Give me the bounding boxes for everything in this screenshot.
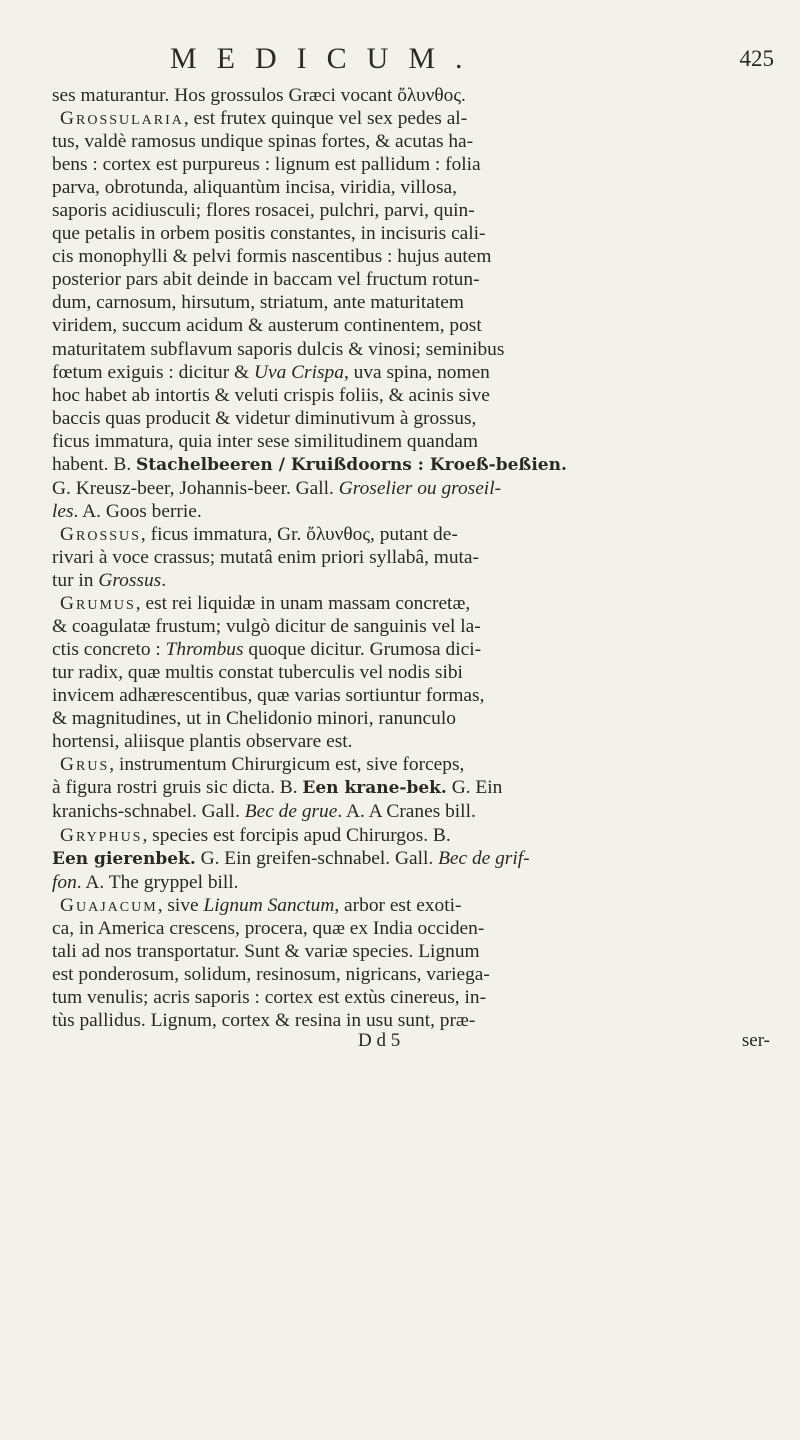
text-line: ficus immatura, quia inter sese similitudinem quandam [52, 430, 478, 452]
blackletter-text: Een gierenbek. [52, 848, 196, 869]
text-line: dum, carnosum, hirsutum, striatum, ante maturitatem [52, 292, 464, 314]
signature-mark: D d 5 [358, 1029, 401, 1051]
text-line: ses maturantur. Hos grossulos Græci vocant ὄλυνθος. [52, 85, 466, 106]
dictionary-text [52, 84, 774, 1032]
text-line: & magnitudines, ut in Chelidonio minori, ranunculo [52, 708, 456, 730]
text-line: bens : cortex est purpureus : lignum est pallidum : folia [52, 154, 481, 176]
text-line: baccis quas producit & videtur diminutivum à grossus, [52, 407, 477, 429]
running-head: MEDICUM. [170, 42, 483, 75]
blackletter-text: Een krane-bek. [302, 778, 447, 799]
text-line: tùs pallidus. Lignum, cortex & resina in usu sunt, præ- [52, 1009, 476, 1031]
headword: Grumus [60, 593, 136, 615]
page-number: 425 [739, 46, 774, 71]
text-line: rivari à voce crassus; mutatâ enim priori syllabâ, muta- [52, 546, 479, 568]
text-line: est ponderosum, solidum, resinosum, nigricans, variega- [52, 963, 490, 985]
headword: Grossularia [60, 108, 184, 130]
text-line: tus, valdè ramosus undique spinas fortes, & acutas ha- [52, 131, 474, 153]
text-line: à figura rostri gruis sic dicta. B. Een krane-bek. G. Ein [52, 777, 503, 799]
text-line: viridem, succum acidum & austerum continentem, post [52, 315, 482, 337]
entry-grumus: Grumus, est rei liquidæ in unam massam concretæ, [60, 593, 471, 615]
text-line: invicem adhærescentibus, quæ varias sortiuntur formas, [52, 685, 485, 707]
headword: Gryphus [60, 824, 143, 846]
blackletter-text: Stachelbeeren / Kruißdoorns : Kroeß-beßien. [136, 454, 567, 475]
text-line: Een gierenbek. G. Ein greifen-schnabel. Gall. Bec de grif- [52, 847, 530, 869]
entry-grossularia: Grossularia, est frutex quinque vel sex pedes al- [60, 108, 468, 130]
catchword: ser- [741, 1029, 770, 1051]
page-header [52, 30, 774, 84]
book-page [52, 30, 774, 1058]
text-line: posterior pars abit deinde in baccam vel fructum rotun- [52, 269, 480, 291]
text-line: ctis concreto : Thrombus quoque dicitur. Grumosa dici- [52, 639, 482, 661]
text-line: fon. A. The gryppel bill. [52, 871, 239, 893]
headword: Guajacum [60, 894, 158, 916]
headword: Grossus [60, 523, 141, 545]
entry-grus: Grus, instrumentum Chirurgicum est, sive forceps, [60, 754, 465, 776]
text-line: hortensi, aliisque plantis observare est. [52, 731, 353, 753]
text-line: tur radix, quæ multis constat tuberculis vel nodis sibi [52, 662, 463, 684]
entry-guajacum: Guajacum, sive Lignum Sanctum, arbor est exoti- [60, 894, 462, 916]
text-line: les. A. Goos berrie. [52, 500, 202, 522]
page-footer [52, 1029, 774, 1058]
text-line: que petalis in orbem positis constantes, in incisuris cali- [52, 223, 486, 245]
text-line: ca, in America crescens, procera, quæ ex India occiden- [52, 917, 485, 939]
text-line: tum venulis; acris saporis : cortex est extùs cinereus, in- [52, 986, 487, 1008]
text-line: saporis acidiusculi; flores rosacei, pulchri, parvi, quin- [52, 200, 475, 222]
text-line: kranichs-schnabel. Gall. Bec de grue. A. A Cranes bill. [52, 801, 476, 823]
text-line: fœtum exiguis : dicitur & Uva Crispa, uva spina, nomen [52, 361, 490, 383]
entry-gryphus: Gryphus, species est forcipis apud Chirurgos. B. [60, 824, 451, 846]
text-line: G. Kreusz-beer, Johannis-beer. Gall. Groselier ou groseil- [52, 477, 502, 499]
text-line: tur in Grossus. [52, 569, 167, 591]
text-line: habent. B. Stachelbeeren / Kruißdoorns : Kroeß-beßien. [52, 453, 567, 475]
text-line: & coagulatæ frustum; vulgò dicitur de sanguinis vel la- [52, 616, 481, 638]
headword: Grus [60, 754, 110, 776]
entry-grossus: Grossus, ficus immatura, Gr. ὄλυνθος, putant de- [60, 523, 458, 545]
text-line: tali ad nos transportatur. Sunt & variæ species. Lignum [52, 940, 480, 962]
text-line: maturitatem subflavum saporis dulcis & vinosi; seminibus [52, 338, 505, 360]
text-line: parva, obrotunda, aliquantùm incisa, viridia, villosa, [52, 177, 457, 199]
text-line: cis monophylli & pelvi formis nascentibus : hujus autem [52, 246, 492, 268]
text-line: hoc habet ab intortis & veluti crispis foliis, & acinis sive [52, 384, 490, 406]
